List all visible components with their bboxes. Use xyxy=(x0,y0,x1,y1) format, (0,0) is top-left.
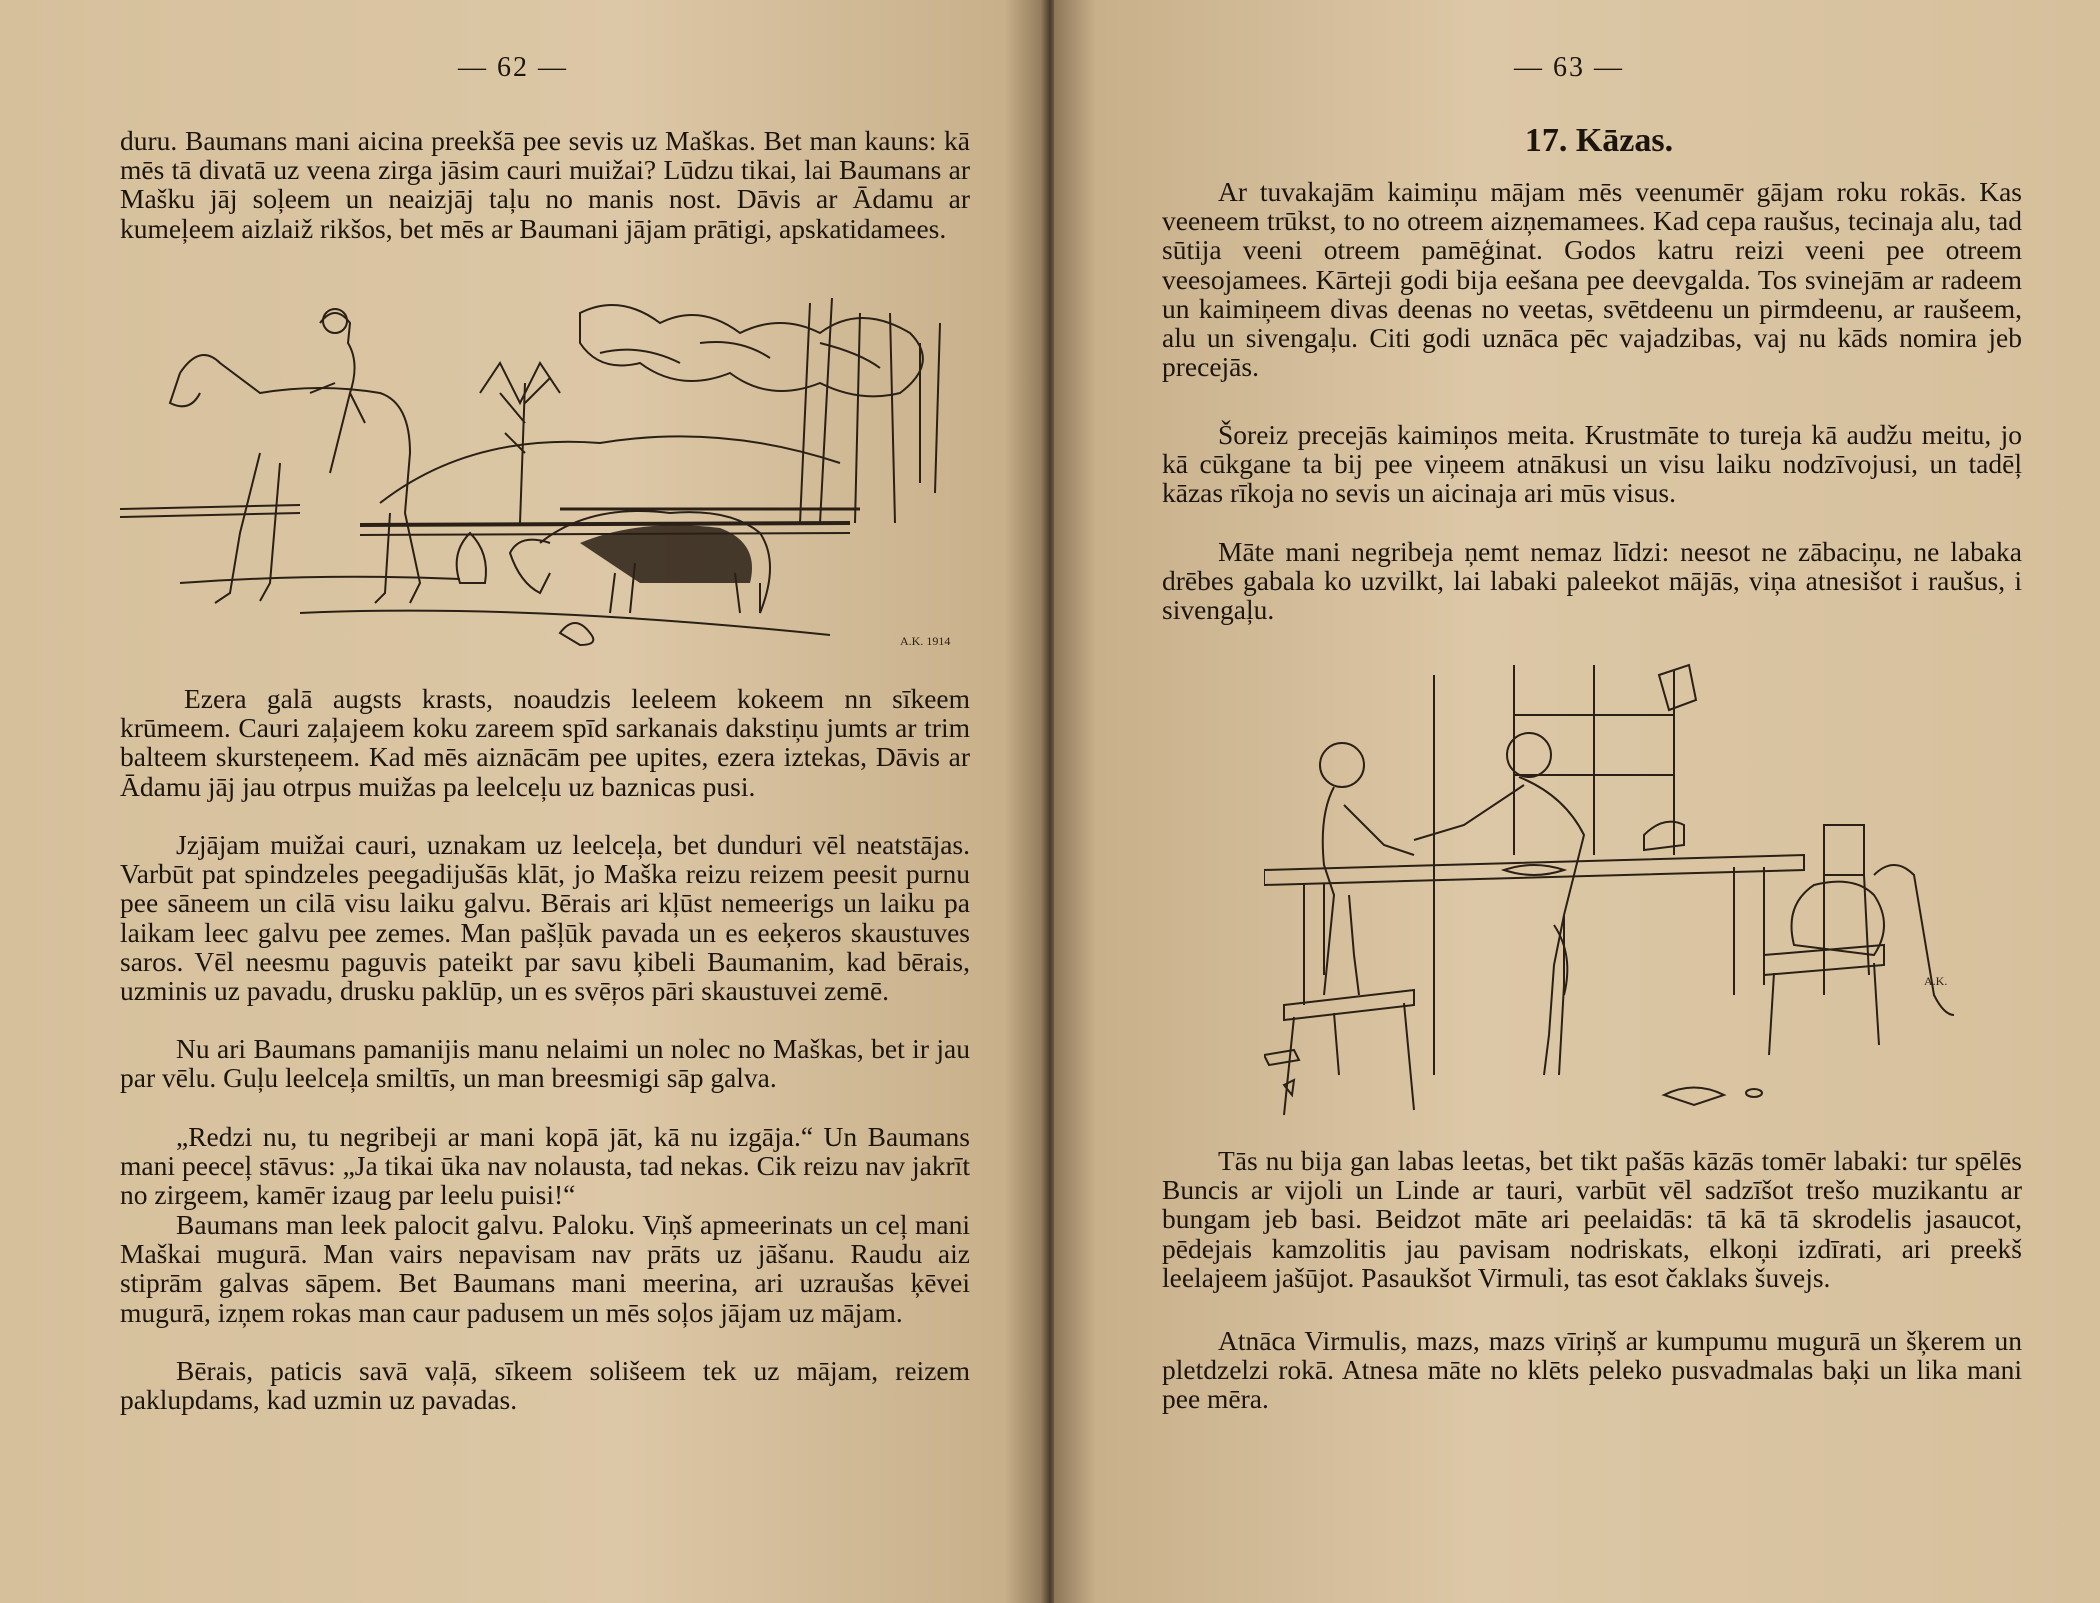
paragraph: Atnāca Virmulis, mazs, mazs vīriņš ar kumpumu mugurā un šķerem un pletdzelzi rokā. Atnesa māte no klēts peleko pusvadmalas baķi un lika mani pee mēra. xyxy=(1162,1325,2022,1415)
paragraph: „Redzi nu, tu negribeji ar mani kopā jāt, kā nu izgāja.“ Un Baumans mani peeceļ stāvus: „Ja tikai ūka nav nolausta, tad nekas. Cik reizu nav jakrīt no zirgeem, kamēr izaug par leelu puisi!“ xyxy=(120,1121,970,1211)
paragraph: Ezera galā augsts krasts, noaudzis leeleem kokeem nn sīkeem krūmeem. Cauri zaļajeem koku zareem spīd sarkanais dakstiņu jumts ar trim balteem skursteņeem. Kad mēs aiznācām pee upites, ezera iztekas, Dāvis ar Ādamu jāj jau otrpus muižas pa leelceļu uz baznicas pusi. xyxy=(120,683,970,802)
left-page xyxy=(0,0,1046,1603)
paragraph: Māte mani negribeja ņemt nemaz līdzi: neesot ne zābaciņu, ne labaka drēbes gabala ko uzvilkt, lai labaki paleekot mājās, viņa atnesišot i raušus, i sivengaļu. xyxy=(1162,536,2022,626)
tailor-workshop-illustration xyxy=(1264,655,1984,1125)
paragraph: Ar tuvakajām kaimiņu mājam mēs veenumēr gājam roku rokās. Kas veeneem trūkst, to no otreem aizņemamees. Kad cepa raušus, tecinaja alu, tad sūtija veeni otreem pamēģinat. Godos katru reizi veeni pee otreem veesojamees. Kārteji godi bija eešana pee deevgalda. Tos svinejām ar radeem un kaimiņeem divas deenas no veetas, svētdeenu un pirmdeenu, ar raušeem, alu un sivengaļu. Citi godi uznāca pēc vajadzibas, vaj nu kāds nomira jeb precejās. xyxy=(1162,176,2022,383)
page-number: — 63 — xyxy=(1514,52,1624,83)
illustration-signature: A.K. xyxy=(1924,974,1948,988)
paragraph: Jzjājam muižai cauri, uznakam uz leelceļa, bet dunduri vēl neatstājas. Varbūt pat spindzeles peegadijušās klāt, jo Maška reizu reizem peesit purnu pee sāneem un cilā visu laiku galvu. Bērais ari kļūst nemeerigs un laiku pa laikam leec galvu pee zemes. Man pašļūk pavada un es eeķeros skaustuves saros. Vēl neesmu paguvis pateikt par savu ķibeli Baumanim, kad bērais, uzminis uz pavadu, drusku paklūp, un es svēŗos pāri skaustuvei zemē. xyxy=(120,829,970,1007)
paragraph: duru. Baumans mani aicina preekšā pee sevis uz Maškas. Bet man kauns: kā mēs tā divatā uz veena zirga jāsim cauri muižai? Lūdzu tikai, lai Baumans ar Mašku jāj soļeem un neaizjāj taļu no manis nost. Dāvis ar Ādamu ar kumeļeem aizlaiž rikšos, bet mēs ar Baumani jājam prātigi, apskatidamees. xyxy=(120,125,970,244)
illustration-signature: A.K. 1914 xyxy=(900,634,951,648)
paragraph: Bērais, paticis savā vaļā, sīkeem solišeem tek uz mājam, reizem paklupdams, kad uzmin uz pavadas. xyxy=(120,1355,970,1416)
paragraph: Baumans man leek palocit galvu. Paloku. Viņš apmeerinats un ceļ mani Maškai mugurā. Man vairs nepavisam nav prāts uz jāšanu. Raudu aiz stiprām galvas sāpem. Bet Baumans mani meerina, ari uzraušas ķēvei mugurā, izņem rokas man caur padusem un mēs soļos jājam uz mājam. xyxy=(120,1209,970,1328)
paragraph: Šoreiz precejās kaimiņos meita. Krustmāte to tureja kā audžu meitu, jo kā cūkgane ta bij pee viņeem atnākusi un visu laiku nodzīvojusi, un tadēļ kāzas rīkoja no sevis un aicinaja ari mūs visus. xyxy=(1162,419,2022,509)
riders-on-horses-illustration xyxy=(120,283,960,648)
right-page xyxy=(1054,0,2100,1603)
chapter-title: 17. Kāzas. xyxy=(1524,122,1674,159)
paragraph: Nu ari Baumans pamanijis manu nelaimi un nolec no Maškas, bet ir jau par vēlu. Guļu leelceļa smiltīs, un man breesmigi sāp galva. xyxy=(120,1033,970,1094)
paragraph: Tās nu bija gan labas leetas, bet tikt pašās kāzās tomēr labaki: tur spēlēs Buncis ar vijoli un Linde ar tauri, varbūt vēl sadzīšot trešo muzikantu ar bungam jeb basi. Beidzot māte ari peelaidās: tā kā tā skrodelis jasaucot, pēdejais kamzolitis jau pavisam nodriskats, elkoņi izdīrati, ari preekš leelajeem jašūjot. Pasaukšot Virmuli, tas esot čaklaks šuvejs. xyxy=(1162,1145,2022,1293)
page-number: — 62 — xyxy=(458,52,568,83)
